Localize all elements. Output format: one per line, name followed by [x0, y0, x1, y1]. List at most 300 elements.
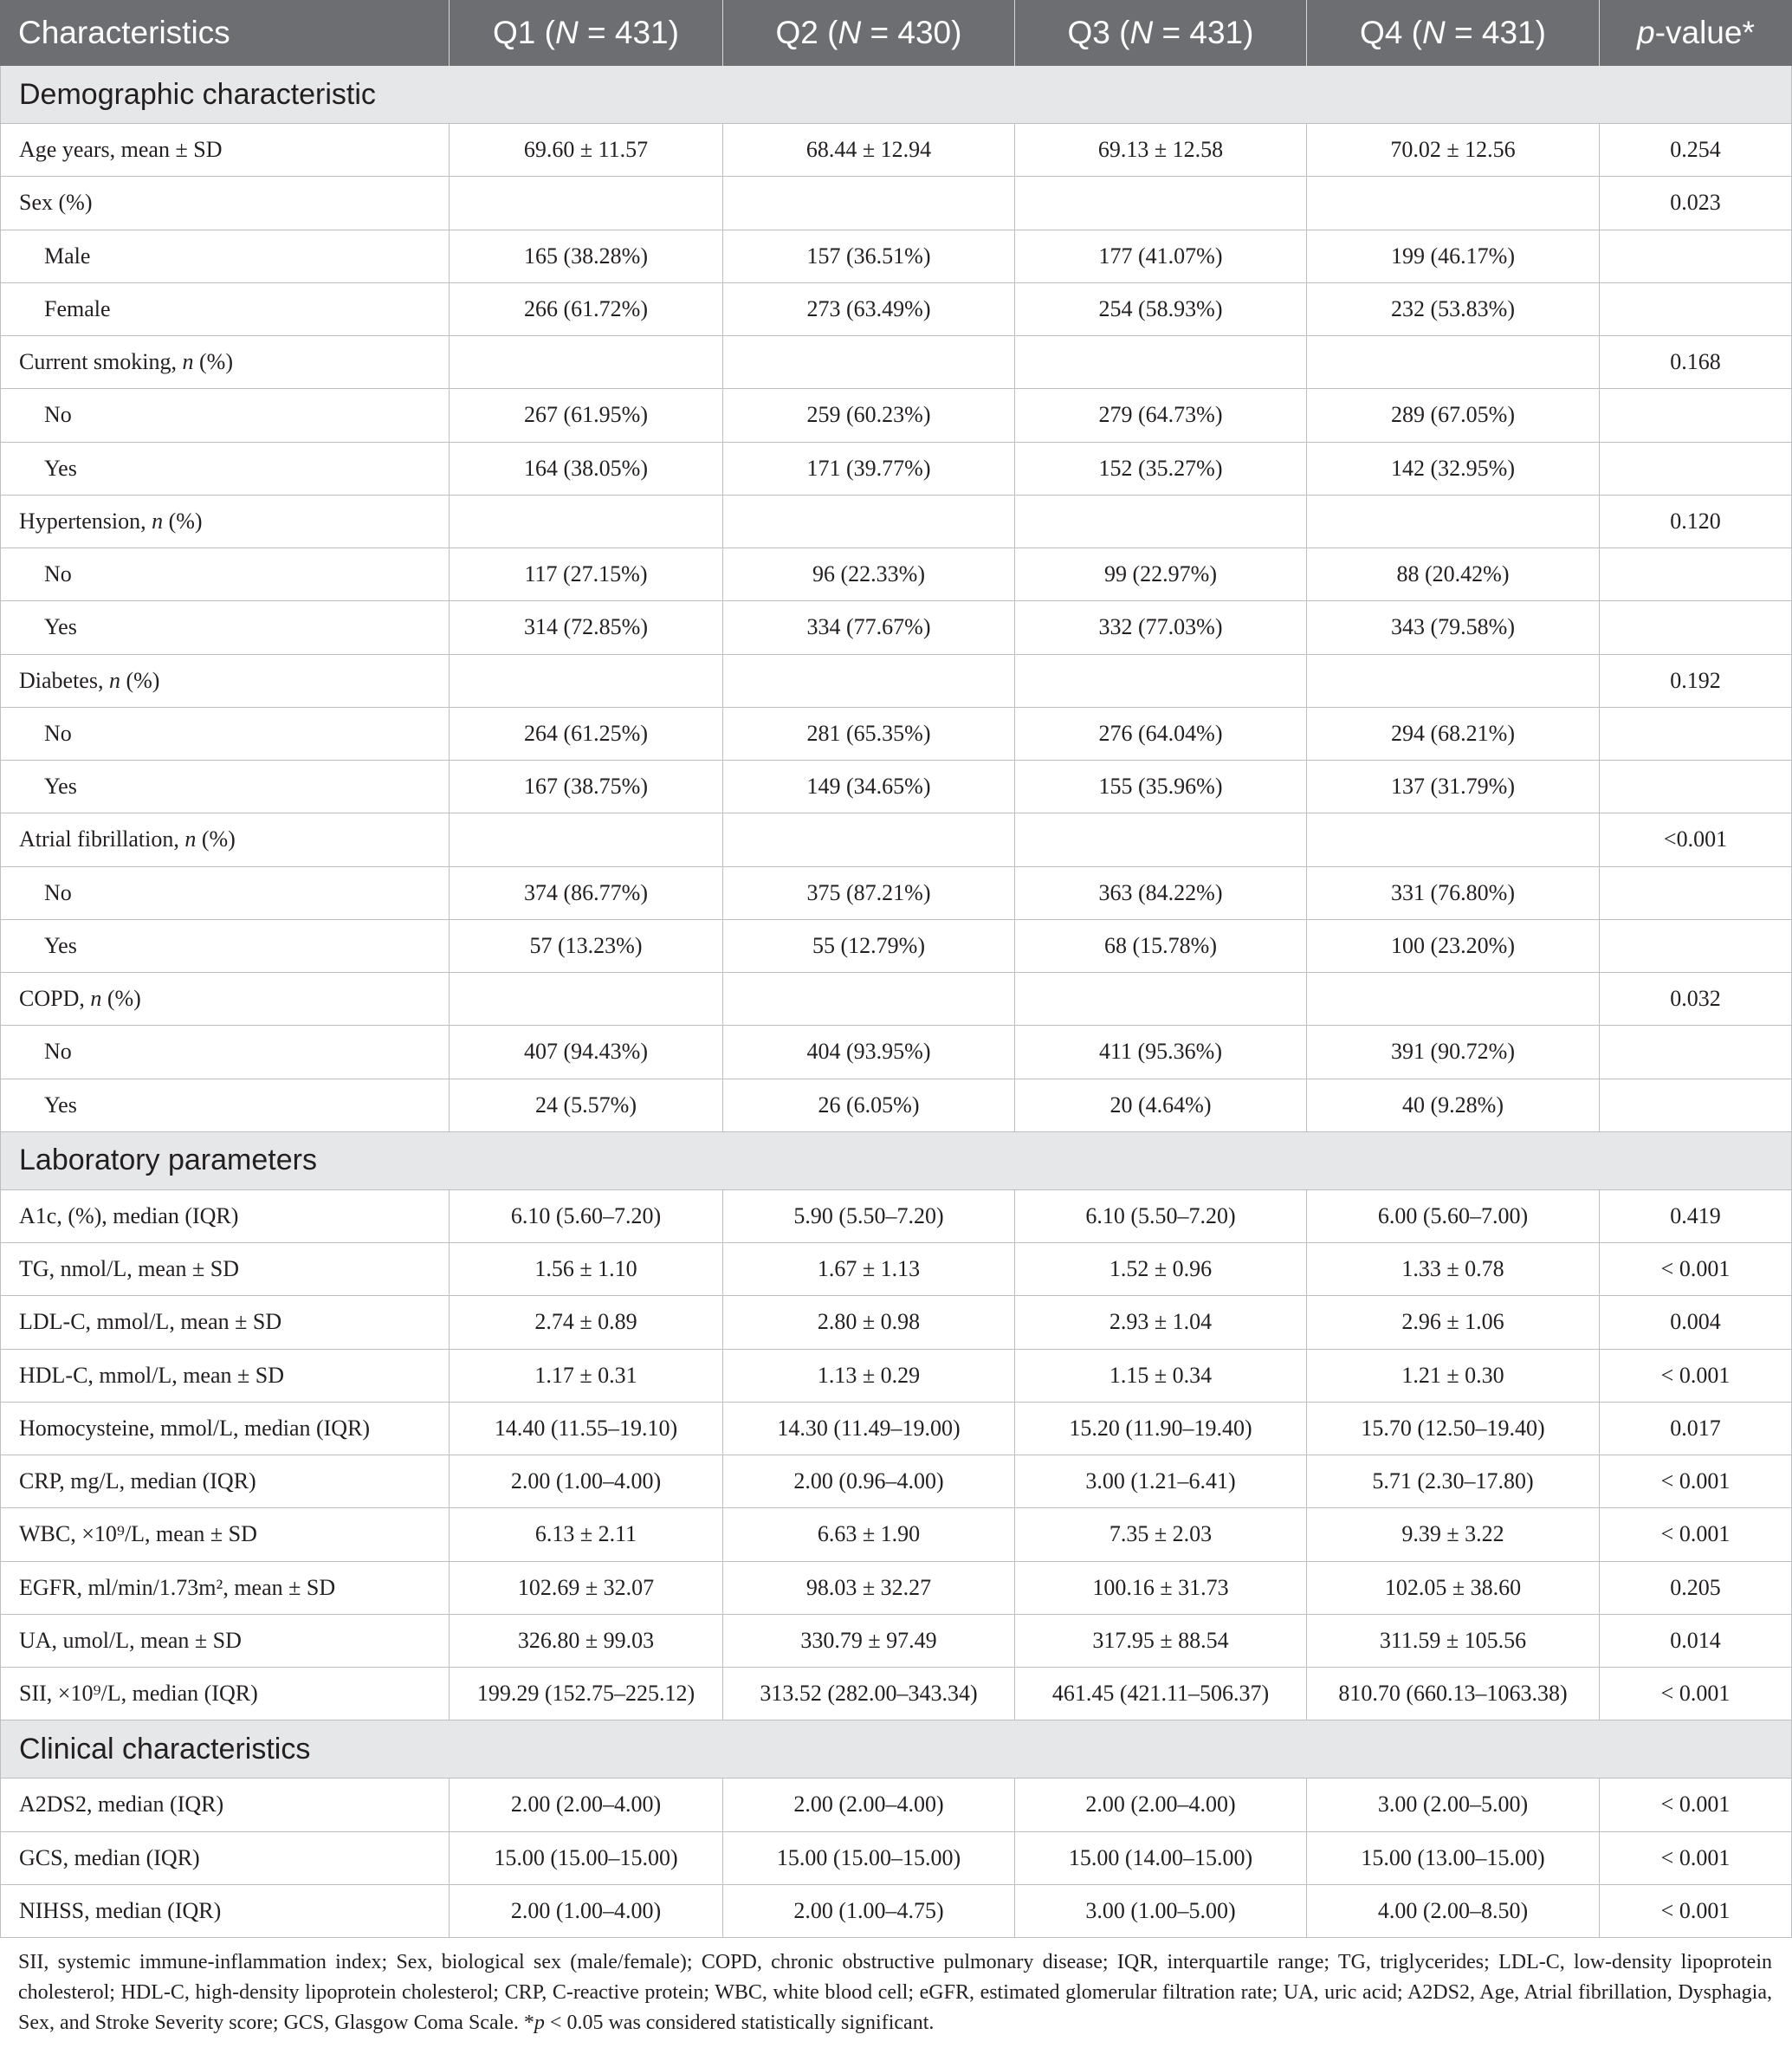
cell-q2: 281 (65.35%) — [723, 708, 1015, 760]
cell-q3: 461.45 (421.11–506.37) — [1015, 1668, 1307, 1720]
row-label — [44, 880, 72, 906]
cell-label — [0, 1190, 450, 1242]
cell-q3 — [1015, 177, 1307, 229]
row-label-text: No — [44, 561, 72, 587]
cell-q4: 2.96 ± 1.06 — [1307, 1296, 1600, 1348]
cell-q3: 20 (4.64%) — [1015, 1079, 1307, 1131]
cell-label — [0, 177, 450, 229]
cell-p-value: < 0.001 — [1600, 1779, 1792, 1830]
header-q2-label-italic: N — [838, 15, 862, 50]
section-row-laboratory-parameters — [0, 1132, 1792, 1190]
row-label-text: (%) — [120, 667, 160, 693]
row-label-text: No — [44, 1039, 72, 1065]
table-row-subgroup-no — [0, 389, 1792, 442]
header-q3-label — [1068, 15, 1254, 51]
row-label — [19, 1416, 370, 1442]
cell-p-value — [1600, 1026, 1792, 1078]
cell-q4: 199 (46.17%) — [1307, 230, 1600, 282]
cell-label — [0, 708, 450, 760]
row-label-text: Current smoking, — [19, 349, 183, 375]
cell-q4: 1.33 ± 0.78 — [1307, 1243, 1600, 1295]
cell-q2: 259 (60.23%) — [723, 389, 1015, 441]
cell-p-value: 0.419 — [1600, 1190, 1792, 1242]
row-label-text: Atrial fibrillation, — [19, 826, 185, 852]
header-p-value-label-text: -value* — [1654, 15, 1755, 50]
cell-p-value — [1600, 920, 1792, 972]
cell-q2: 15.00 (15.00–15.00) — [723, 1832, 1015, 1884]
cell-q1: 117 (27.15%) — [450, 548, 723, 600]
cell-label — [0, 389, 450, 441]
row-label-text: No — [44, 879, 72, 905]
cell-q2: 55 (12.79%) — [723, 920, 1015, 972]
row-label-text: Yes — [44, 455, 77, 481]
row-label — [19, 1256, 239, 1282]
cell-q2: 273 (63.49%) — [723, 283, 1015, 335]
table-row-subgroup-female — [0, 283, 1792, 336]
cell-q4 — [1307, 177, 1600, 229]
header-q2-label-text: Q2 ( — [775, 15, 838, 50]
row-label — [44, 774, 77, 800]
row-label — [19, 1575, 335, 1601]
row-label-text: Yes — [44, 932, 77, 958]
cell-q4: 4.00 (2.00–8.50) — [1307, 1885, 1600, 1937]
cell-q1: 14.40 (11.55–19.10) — [450, 1403, 723, 1455]
cell-q2 — [723, 177, 1015, 229]
cell-p-value: 0.032 — [1600, 973, 1792, 1025]
cell-q3: 276 (64.04%) — [1015, 708, 1307, 760]
cell-q3 — [1015, 496, 1307, 548]
cell-q2: 171 (39.77%) — [723, 443, 1015, 495]
cell-q4 — [1307, 336, 1600, 388]
row-label-text: UA, umol/L, mean ± SD — [19, 1627, 242, 1653]
table-row-sex — [0, 177, 1792, 230]
cell-q3 — [1015, 813, 1307, 865]
table-row-hypertension-n — [0, 496, 1792, 548]
table-row-subgroup-no — [0, 867, 1792, 920]
cell-label — [0, 1615, 450, 1667]
cell-p-value: < 0.001 — [1600, 1350, 1792, 1402]
cell-q1: 102.69 ± 32.07 — [450, 1562, 723, 1614]
header-q3-label-text: Q3 ( — [1067, 15, 1130, 50]
cell-q1: 374 (86.77%) — [450, 867, 723, 919]
cell-q4: 100 (23.20%) — [1307, 920, 1600, 972]
row-label-text: COPD, — [19, 986, 91, 1012]
table-row-nihss-median-iqr — [0, 1885, 1792, 1938]
cell-label — [0, 601, 450, 653]
cell-p-value — [1600, 601, 1792, 653]
cell-q1 — [450, 973, 723, 1025]
cell-q2 — [723, 655, 1015, 707]
row-label-text: Sex (%) — [19, 190, 93, 216]
cell-label — [0, 1885, 450, 1937]
cell-p-value — [1600, 230, 1792, 282]
row-label — [19, 1309, 281, 1335]
row-label — [19, 190, 92, 216]
table-row-sii-10-l-median-iqr — [0, 1668, 1792, 1720]
cell-q2: 149 (34.65%) — [723, 761, 1015, 813]
row-label — [44, 614, 77, 640]
cell-q2: 68.44 ± 12.94 — [723, 124, 1015, 176]
cell-q3 — [1015, 973, 1307, 1025]
header-p-value-label — [1637, 15, 1755, 51]
cell-q2: 330.79 ± 97.49 — [723, 1615, 1015, 1667]
cell-q3: 2.00 (2.00–4.00) — [1015, 1779, 1307, 1830]
cell-q1: 15.00 (15.00–15.00) — [450, 1832, 723, 1884]
row-label-text: WBC, ×10⁹/L, mean ± SD — [19, 1521, 257, 1547]
table-footnote-text: SII, systemic immune-inflammation index; Sex, biological sex (male/female); COPD, chronic obstructive pulmonary disease; IQR, interquartile range; TG, triglycerides; LDL-C, low-density lipoprotein cholesterol; HDL-C, high-density lipoprotein cholesterol; CRP, C-reactive protein; WBC, white blood cell; eGFR, estimated glomerular filtration rate; UA, uric acid; A2DS2, Age, Atrial fibrillation, Dysphagia, Sex, and Stroke Severity score; GCS, Glasgow Coma Scale. * — [18, 1951, 1772, 2034]
cell-p-value — [1600, 761, 1792, 813]
cell-q3: 100.16 ± 31.73 — [1015, 1562, 1307, 1614]
row-label-text: (%) — [163, 508, 203, 534]
table-row-diabetes-n — [0, 655, 1792, 708]
row-label-text: Hypertension, — [19, 508, 152, 534]
cell-p-value — [1600, 283, 1792, 335]
row-label-text: TG, nmol/L, mean ± SD — [19, 1256, 240, 1282]
cell-q2: 2.80 ± 0.98 — [723, 1296, 1015, 1348]
header-q2 — [723, 0, 1015, 66]
row-label — [19, 1628, 242, 1654]
cell-label — [0, 1562, 450, 1614]
cell-label — [0, 496, 450, 548]
row-label-text: (%) — [101, 986, 141, 1012]
cell-label — [0, 1832, 450, 1884]
row-label-text: Age years, mean ± SD — [19, 137, 223, 163]
cell-q3: 7.35 ± 2.03 — [1015, 1508, 1307, 1560]
table-row-a1c-median-iqr — [0, 1190, 1792, 1243]
cell-q1: 326.80 ± 99.03 — [450, 1615, 723, 1667]
table-row-subgroup-no — [0, 708, 1792, 761]
cell-q4: 1.21 ± 0.30 — [1307, 1350, 1600, 1402]
row-label — [19, 1792, 223, 1817]
table-row-atrial-fibrillation-n — [0, 813, 1792, 866]
cell-q4: 88 (20.42%) — [1307, 548, 1600, 600]
cell-q1: 6.10 (5.60–7.20) — [450, 1190, 723, 1242]
cell-label — [0, 124, 450, 176]
cell-q2: 26 (6.05%) — [723, 1079, 1015, 1131]
cell-q2: 98.03 ± 32.27 — [723, 1562, 1015, 1614]
row-label — [44, 402, 72, 428]
cell-p-value: 0.192 — [1600, 655, 1792, 707]
row-label — [44, 933, 77, 959]
cell-q2: 2.00 (2.00–4.00) — [723, 1779, 1015, 1830]
cell-q1 — [450, 336, 723, 388]
row-label-text: EGFR, ml/min/1.73m², mean ± SD — [19, 1574, 336, 1600]
row-label-text: HDL-C, mmol/L, mean ± SD — [19, 1362, 285, 1388]
row-label-text: NIHSS, median (IQR) — [19, 1897, 222, 1923]
cell-q2: 96 (22.33%) — [723, 548, 1015, 600]
cell-q3: 15.20 (11.90–19.40) — [1015, 1403, 1307, 1455]
table-row-a2ds2-median-iqr — [0, 1779, 1792, 1831]
row-label-text: Homocysteine, mmol/L, median (IQR) — [19, 1415, 371, 1441]
cell-q3: 69.13 ± 12.58 — [1015, 124, 1307, 176]
row-label — [44, 561, 72, 587]
cell-q1: 266 (61.72%) — [450, 283, 723, 335]
cell-q2: 5.90 (5.50–7.20) — [723, 1190, 1015, 1242]
cell-q4: 142 (32.95%) — [1307, 443, 1600, 495]
header-q2-label-text: = 430) — [861, 15, 962, 50]
table-footnote — [0, 1938, 1792, 2038]
cell-q3: 6.10 (5.50–7.20) — [1015, 1190, 1307, 1242]
row-label — [19, 1898, 221, 1924]
cell-q4: 6.00 (5.60–7.00) — [1307, 1190, 1600, 1242]
row-label — [44, 721, 72, 747]
cell-q1 — [450, 177, 723, 229]
header-q3-label-text: = 431) — [1153, 15, 1254, 50]
cell-q2: 1.67 ± 1.13 — [723, 1243, 1015, 1295]
table-row-ldl-c-mmol-l-mean-sd — [0, 1296, 1792, 1349]
cell-q2: 2.00 (0.96–4.00) — [723, 1455, 1015, 1507]
cell-q2: 375 (87.21%) — [723, 867, 1015, 919]
row-label — [19, 1468, 256, 1494]
cell-q2: 334 (77.67%) — [723, 601, 1015, 653]
table-body — [0, 66, 1792, 1938]
row-label-italic: n — [152, 508, 164, 534]
cell-q3: 332 (77.03%) — [1015, 601, 1307, 653]
cell-q2 — [723, 496, 1015, 548]
header-characteristics — [0, 0, 450, 66]
cell-p-value — [1600, 1079, 1792, 1131]
header-q3-label-italic: N — [1129, 15, 1154, 50]
cell-q1: 165 (38.28%) — [450, 230, 723, 282]
table-row-subgroup-no — [0, 548, 1792, 601]
table-row-crp-mg-l-median-iqr — [0, 1455, 1792, 1508]
section-title: Clinical characteristics — [19, 1732, 311, 1766]
cell-q3: 2.93 ± 1.04 — [1015, 1296, 1307, 1348]
cell-q3: 3.00 (1.00–5.00) — [1015, 1885, 1307, 1937]
row-label — [19, 826, 236, 852]
cell-label — [0, 548, 450, 600]
cell-q4: 331 (76.80%) — [1307, 867, 1600, 919]
cell-q2: 404 (93.95%) — [723, 1026, 1015, 1078]
row-label-text: No — [44, 402, 72, 428]
cell-label — [0, 1779, 450, 1830]
header-q1-label — [493, 15, 679, 51]
cell-q1: 2.00 (2.00–4.00) — [450, 1779, 723, 1830]
cell-p-value: 0.004 — [1600, 1296, 1792, 1348]
cell-q3: 99 (22.97%) — [1015, 548, 1307, 600]
cell-q1 — [450, 655, 723, 707]
cell-p-value: < 0.001 — [1600, 1885, 1792, 1937]
table-footnote-text: < 0.05 was considered statistically significant. — [544, 2012, 935, 2034]
cell-q1: 2.74 ± 0.89 — [450, 1296, 723, 1348]
table-row-hdl-c-mmol-l-mean-sd — [0, 1350, 1792, 1403]
cell-p-value: 0.168 — [1600, 336, 1792, 388]
cell-label — [0, 1668, 450, 1720]
cell-q4 — [1307, 655, 1600, 707]
cell-p-value — [1600, 708, 1792, 760]
cell-q4: 15.70 (12.50–19.40) — [1307, 1403, 1600, 1455]
cell-q3: 3.00 (1.21–6.41) — [1015, 1455, 1307, 1507]
row-label-text: Male — [44, 243, 91, 269]
cell-q1: 167 (38.75%) — [450, 761, 723, 813]
header-q1-label-text: Q1 ( — [493, 15, 555, 50]
row-label-text: (%) — [196, 826, 236, 852]
cell-q3: 1.15 ± 0.34 — [1015, 1350, 1307, 1402]
cell-p-value — [1600, 548, 1792, 600]
table-row-subgroup-male — [0, 230, 1792, 283]
cell-label — [0, 761, 450, 813]
cell-q1: 2.00 (1.00–4.00) — [450, 1885, 723, 1937]
cell-p-value — [1600, 867, 1792, 919]
header-q4 — [1307, 0, 1600, 66]
row-label — [19, 1363, 284, 1389]
cell-q4: 294 (68.21%) — [1307, 708, 1600, 760]
row-label-text: A1c, (%), median (IQR) — [19, 1202, 239, 1228]
cell-q3 — [1015, 336, 1307, 388]
cell-q3: 363 (84.22%) — [1015, 867, 1307, 919]
table-row-gcs-median-iqr — [0, 1832, 1792, 1885]
section-row-demographic-characteristic — [0, 66, 1792, 124]
cell-q2 — [723, 973, 1015, 1025]
cell-q3: 1.52 ± 0.96 — [1015, 1243, 1307, 1295]
cell-q3: 254 (58.93%) — [1015, 283, 1307, 335]
section-title: Demographic characteristic — [19, 77, 376, 111]
cell-label — [0, 1079, 450, 1131]
cell-label — [0, 230, 450, 282]
cell-q3: 177 (41.07%) — [1015, 230, 1307, 282]
header-q3 — [1015, 0, 1307, 66]
cell-q1: 6.13 ± 2.11 — [450, 1508, 723, 1560]
cell-q4: 810.70 (660.13–1063.38) — [1307, 1668, 1600, 1720]
cell-label — [0, 1455, 450, 1507]
cell-q1 — [450, 813, 723, 865]
table-footnote-italic: p — [534, 2012, 545, 2034]
header-q4-label — [1360, 15, 1546, 51]
row-label — [19, 1203, 238, 1229]
cell-label — [0, 1026, 450, 1078]
cell-q4: 9.39 ± 3.22 — [1307, 1508, 1600, 1560]
cell-q4: 391 (90.72%) — [1307, 1026, 1600, 1078]
table-row-subgroup-yes — [0, 920, 1792, 973]
cell-label — [0, 973, 450, 1025]
row-label — [44, 1039, 72, 1065]
row-label-text: Female — [44, 295, 111, 321]
cell-q1: 164 (38.05%) — [450, 443, 723, 495]
row-label — [44, 296, 111, 322]
cell-label — [0, 655, 450, 707]
table-row-subgroup-yes — [0, 761, 1792, 813]
header-q2-label — [776, 15, 962, 51]
cell-p-value: 0.205 — [1600, 1562, 1792, 1614]
cell-q3: 68 (15.78%) — [1015, 920, 1307, 972]
cell-p-value — [1600, 389, 1792, 441]
cell-p-value: 0.120 — [1600, 496, 1792, 548]
header-q4-label-text: Q4 ( — [1360, 15, 1422, 50]
header-characteristics-label: Characteristics — [18, 15, 230, 50]
cell-q4: 289 (67.05%) — [1307, 389, 1600, 441]
cell-label — [0, 283, 450, 335]
row-label — [19, 349, 233, 375]
cell-q4: 311.59 ± 105.56 — [1307, 1615, 1600, 1667]
row-label-text: Yes — [44, 774, 77, 800]
cell-q1: 69.60 ± 11.57 — [450, 124, 723, 176]
cell-q1: 24 (5.57%) — [450, 1079, 723, 1131]
cell-p-value — [1600, 443, 1792, 495]
section-title: Laboratory parameters — [19, 1144, 317, 1177]
cell-q3: 155 (35.96%) — [1015, 761, 1307, 813]
row-label — [19, 509, 203, 535]
cell-q4: 5.71 (2.30–17.80) — [1307, 1455, 1600, 1507]
cell-q4 — [1307, 973, 1600, 1025]
cell-q4: 3.00 (2.00–5.00) — [1307, 1779, 1600, 1830]
cell-q1: 267 (61.95%) — [450, 389, 723, 441]
cell-q4: 70.02 ± 12.56 — [1307, 124, 1600, 176]
row-label-italic: n — [182, 349, 194, 375]
cell-q3: 411 (95.36%) — [1015, 1026, 1307, 1078]
table-header-row — [0, 0, 1792, 66]
cell-q4: 40 (9.28%) — [1307, 1079, 1600, 1131]
cell-q1: 199.29 (152.75–225.12) — [450, 1668, 723, 1720]
cell-label — [0, 336, 450, 388]
row-label-italic: n — [90, 986, 102, 1012]
table-row-subgroup-yes — [0, 601, 1792, 654]
cell-q1: 2.00 (1.00–4.00) — [450, 1455, 723, 1507]
table-row-egfr-ml-min-1-73m-mean-sd — [0, 1562, 1792, 1615]
cell-q4: 137 (31.79%) — [1307, 761, 1600, 813]
header-p-value-label-italic: p — [1637, 15, 1655, 50]
row-label-text: CRP, mg/L, median (IQR) — [19, 1468, 256, 1494]
row-label-text: GCS, median (IQR) — [19, 1844, 200, 1870]
header-q1-label-text: = 431) — [578, 15, 679, 50]
table-row-tg-nmol-l-mean-sd — [0, 1243, 1792, 1296]
header-p-value — [1600, 0, 1792, 66]
cell-q4: 102.05 ± 38.60 — [1307, 1562, 1600, 1614]
cell-q3: 152 (35.27%) — [1015, 443, 1307, 495]
cell-p-value: 0.017 — [1600, 1403, 1792, 1455]
table-row-age-years-mean-sd — [0, 124, 1792, 177]
row-label-text: SII, ×10⁹/L, median (IQR) — [19, 1681, 258, 1707]
row-label — [19, 1521, 257, 1547]
row-label-text: (%) — [193, 349, 233, 375]
row-label — [19, 986, 141, 1012]
row-label-text: LDL-C, mmol/L, mean ± SD — [19, 1309, 282, 1335]
cell-q2: 1.13 ± 0.29 — [723, 1350, 1015, 1402]
cell-label — [0, 1403, 450, 1455]
header-q4-label-italic: N — [1422, 15, 1446, 50]
row-label-italic: n — [184, 826, 197, 852]
cell-q1: 407 (94.43%) — [450, 1026, 723, 1078]
row-label-text: A2DS2, median (IQR) — [19, 1792, 224, 1817]
row-label — [44, 456, 77, 482]
header-q4-label-text: = 431) — [1445, 15, 1546, 50]
cell-label — [0, 443, 450, 495]
row-label-italic: n — [108, 667, 120, 693]
row-label-text: Yes — [44, 614, 77, 640]
table-row-homocysteine-mmol-l-median-iqr — [0, 1403, 1792, 1455]
table-row-subgroup-no — [0, 1026, 1792, 1079]
cell-q4: 343 (79.58%) — [1307, 601, 1600, 653]
cell-q1: 1.56 ± 1.10 — [450, 1243, 723, 1295]
row-label — [19, 1681, 258, 1707]
cell-q2: 313.52 (282.00–343.34) — [723, 1668, 1015, 1720]
cell-p-value: 0.254 — [1600, 124, 1792, 176]
header-q1-label-italic: N — [555, 15, 579, 50]
cell-label — [0, 1296, 450, 1348]
cell-label — [0, 813, 450, 865]
cell-q3: 279 (64.73%) — [1015, 389, 1307, 441]
cell-p-value: <0.001 — [1600, 813, 1792, 865]
cell-q1: 1.17 ± 0.31 — [450, 1350, 723, 1402]
cell-q2: 157 (36.51%) — [723, 230, 1015, 282]
cell-p-value: < 0.001 — [1600, 1832, 1792, 1884]
cell-q2 — [723, 336, 1015, 388]
cell-p-value: < 0.001 — [1600, 1668, 1792, 1720]
section-row-clinical-characteristics — [0, 1720, 1792, 1779]
header-q1 — [450, 0, 723, 66]
cell-q3 — [1015, 655, 1307, 707]
cell-p-value: < 0.001 — [1600, 1508, 1792, 1560]
cell-q4 — [1307, 813, 1600, 865]
